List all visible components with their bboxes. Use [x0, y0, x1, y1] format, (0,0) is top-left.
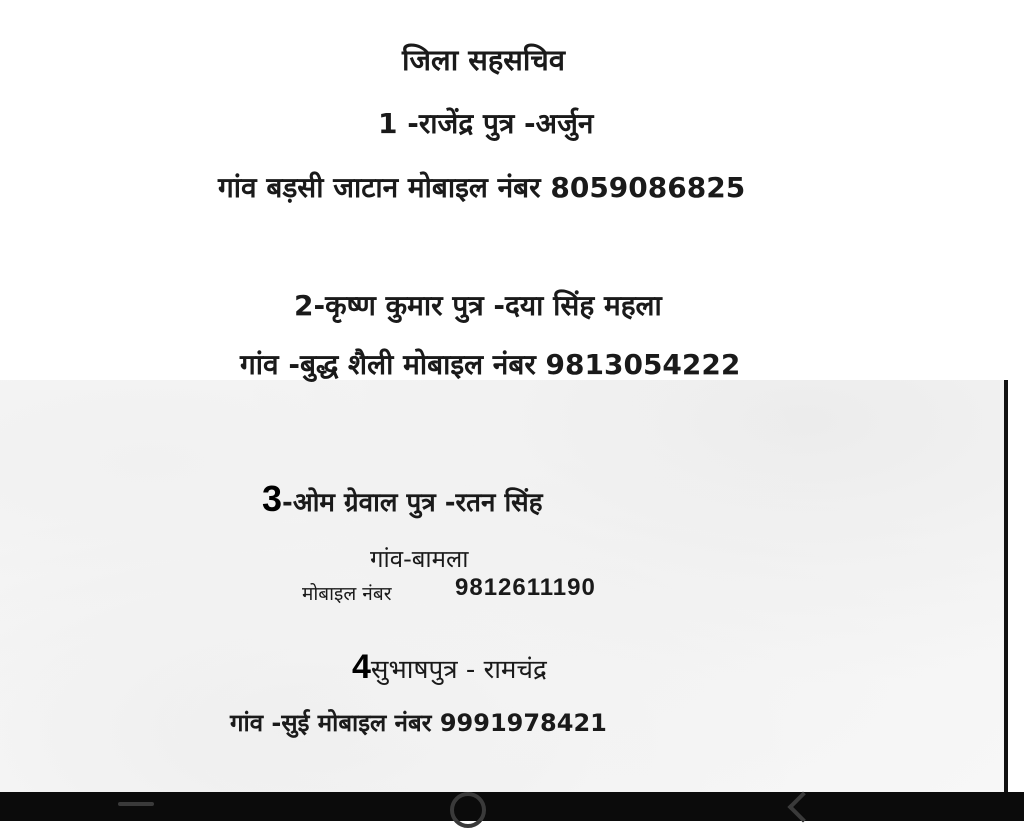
entry-4-name-line	[352, 648, 547, 687]
entry-2-contact: गांव -बुद्ध शैली मोबाइल नंबर 9813054222	[240, 348, 741, 381]
heading: जिला सहसचिव	[402, 43, 565, 77]
entry-3-name-line	[262, 478, 543, 520]
entry-4-contact: गांव -सुई मोबाइल नंबर 9991978421	[230, 709, 607, 737]
entry-1-name: 1 -राजेंद्र पुत्र -अर्जुन	[378, 107, 594, 140]
entry-3-name: -ओम ग्रेवाल पुत्र -रतन सिंह	[282, 488, 543, 518]
recent-apps-icon[interactable]	[118, 802, 154, 806]
entry-2-name: 2-कृष्ण कुमार पुत्र -दया सिंह महला	[294, 289, 662, 322]
paper-edge	[1004, 380, 1008, 792]
entry-3-number: 3	[262, 478, 283, 519]
entry-3-mobile-label: मोबाइल नंबर	[302, 583, 392, 605]
home-icon[interactable]	[450, 792, 486, 828]
entry-3-village: गांव-बामला	[370, 545, 469, 573]
entry-4-name: सुभाषपुत्र - रामचंद्र	[370, 655, 547, 685]
entry-4-number: 4	[352, 648, 371, 686]
entry-1-contact: गांव बड़सी जाटान मोबाइल नंबर 8059086825	[218, 171, 746, 204]
entry-3-mobile: 9812611190	[455, 574, 596, 601]
system-navigation-bar	[0, 792, 1024, 821]
